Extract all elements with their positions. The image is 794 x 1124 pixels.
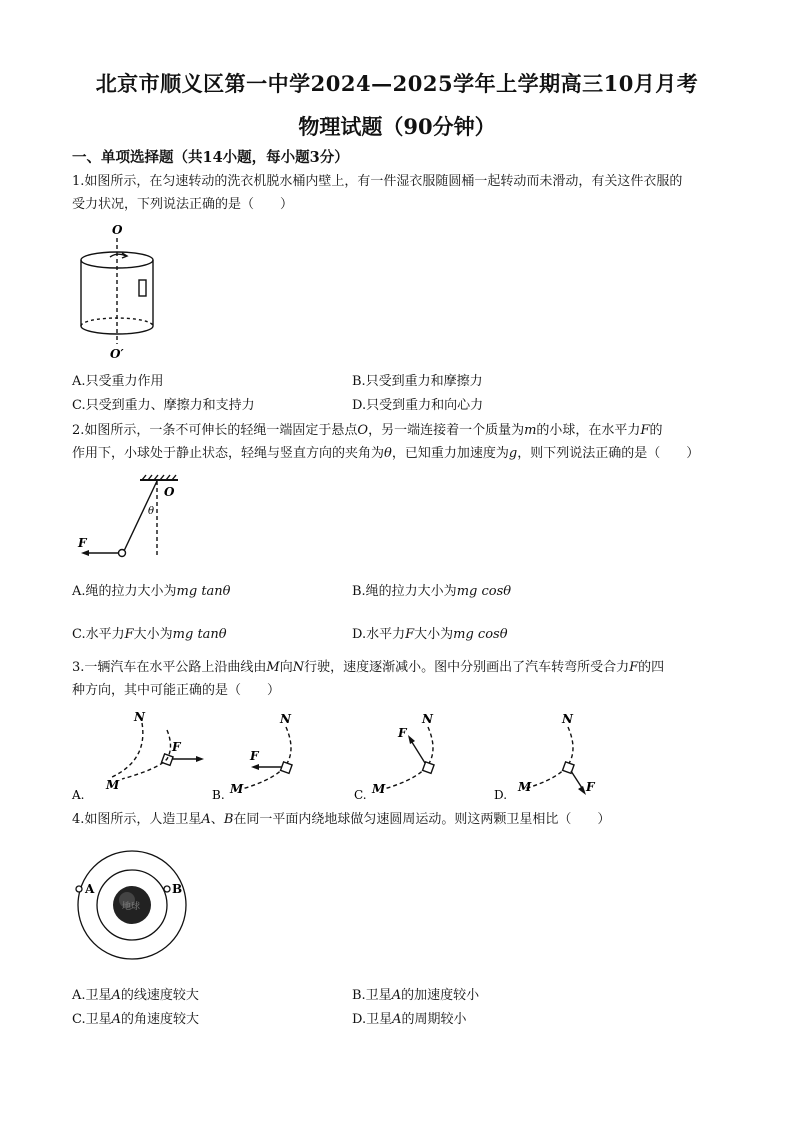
q4-option-a: A.卫星A的线速度较大 <box>72 988 199 1003</box>
label-n: N <box>134 710 145 724</box>
satellite-b-label: B <box>172 882 183 896</box>
question-4-text <box>72 808 732 831</box>
label-f: F <box>398 726 407 740</box>
axis-top-label: O <box>112 223 123 237</box>
q1-option-c: C.只受到重力、摩擦力和支持力 <box>72 398 255 413</box>
q2-option-b: B.绳的拉力大小为mg cosθ <box>352 584 512 599</box>
option-b-label: B. <box>212 788 225 802</box>
label-f: F <box>250 749 259 763</box>
label-m: M <box>372 782 386 796</box>
car-figure-a <box>70 705 220 805</box>
q4-option-c: C.卫星A的角速度较大 <box>72 1012 200 1027</box>
q2-option-d: D.水平力F大小为mg cosθ <box>352 627 508 642</box>
label-f: F <box>586 780 595 794</box>
q1-option-d: D.只受到重力和向心力 <box>352 398 484 413</box>
spin-dryer-figure <box>70 222 170 362</box>
q1-option-a: A.只受重力作用 <box>72 374 164 389</box>
pivot-label: O <box>164 485 175 499</box>
q4-option-b: B.卫星A的加速度较小 <box>352 988 480 1003</box>
option-a-label: A. <box>72 788 85 802</box>
q4-option-d: D.卫星A的周期较小 <box>352 1012 467 1027</box>
exam-title: 北京市顺义区第一中学2024—2025学年上学期高三10月月考 <box>95 71 699 96</box>
pendulum-figure <box>70 474 190 564</box>
question-2-line1: 2.如图所示，一条不可伸长的轻绳一端固定于悬点O，另一端连接着一个质量为m的小球，在水平力F的 <box>72 423 663 438</box>
axis-bottom-label: O′ <box>110 347 124 361</box>
question-1-line2: 受力状况，下列说法正确的是（ ） <box>72 197 294 212</box>
question-2-line2: 作用下，小球处于静止状态，轻绳与竖直方向的夹角为θ，已知重力加速度为g，则下列说法正确的是（ ） <box>72 446 700 461</box>
question-3-line2: 种方向，其中可能正确的是（ ） <box>72 683 281 698</box>
question-1-text <box>72 170 732 216</box>
satellite-a-label: A <box>85 882 95 896</box>
label-n: N <box>280 712 291 726</box>
q2-option-c: C.水平力F大小为mg tanθ <box>72 627 227 642</box>
q1-option-b: B.只受到重力和摩擦力 <box>352 374 483 389</box>
section-heading: 一、单项选择题（共14小题，每小题3分） <box>72 149 349 166</box>
satellite-orbit-figure <box>70 842 200 972</box>
question-2-text <box>72 419 732 465</box>
q2-option-a: A.绳的拉力大小为mg tanθ <box>72 584 231 599</box>
label-f: F <box>172 740 181 754</box>
earth-label: 地球 <box>122 902 141 912</box>
question-3-line1: 3.一辆汽车在水平公路上沿曲线由M向N行驶，速度逐渐减小。图中分别画出了汽车转弯所受合力F的四 <box>72 660 665 675</box>
label-n: N <box>562 712 573 726</box>
car-figure-b <box>210 705 350 805</box>
question-3-text <box>72 656 732 702</box>
exam-subtitle: 物理试题（90分钟） <box>298 114 496 139</box>
label-m: M <box>106 778 120 792</box>
label-m: M <box>230 782 244 796</box>
question-1-line1: 1.如图所示，在匀速转动的洗衣机脱水桶内壁上，有一件湿衣服随圆桶一起转动而未滑动，有关这件衣服的 <box>72 174 683 189</box>
label-m: M <box>518 780 532 794</box>
car-figure-c <box>352 705 492 805</box>
force-label: F <box>78 536 87 550</box>
label-n: N <box>422 712 433 726</box>
option-c-label: C. <box>354 788 367 802</box>
question-4-line1: 4.如图所示，人造卫星A、B在同一平面内绕地球做匀速圆周运动。则这两颗卫星相比（ ） <box>72 812 611 827</box>
car-figure-d <box>492 705 632 805</box>
option-d-label: D. <box>494 788 508 802</box>
angle-label: θ <box>148 506 155 517</box>
